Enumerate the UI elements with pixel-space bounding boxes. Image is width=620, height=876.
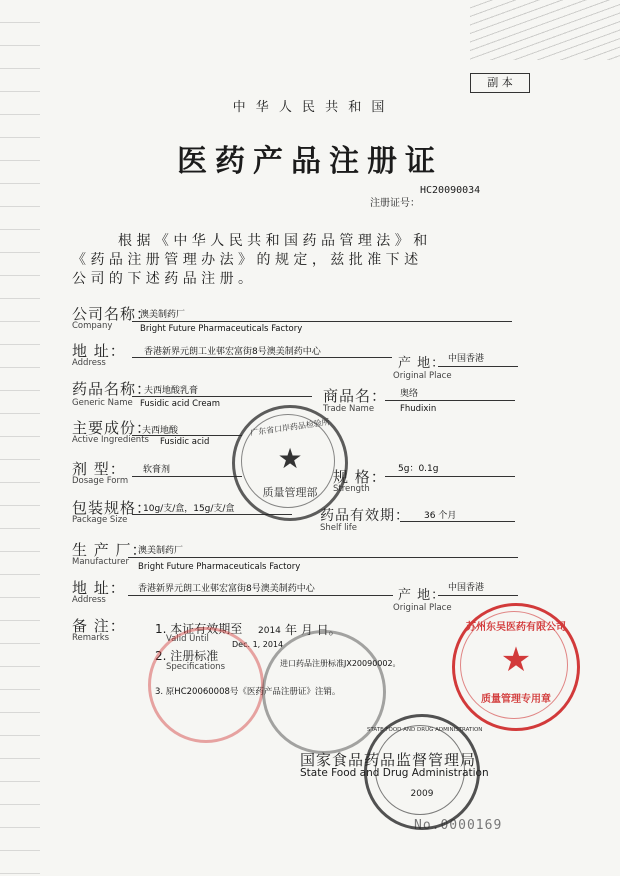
registration-number-label: 注册证号： [370, 198, 420, 209]
remarks-item-3: 3. 原HC20060008号《医药产品注册证》注销。 [155, 687, 341, 697]
intro-line-3: 公 司 的 下 述 药 品 注 册 。 [72, 271, 253, 287]
origin-place2-underline [438, 595, 518, 596]
origin-place2-label: 产 地： [398, 588, 446, 603]
origin-place-label: 产 地： [398, 356, 446, 371]
seal-quality-dept [232, 405, 348, 521]
address-label-en: Address [72, 358, 106, 368]
strength-value: 5g：0.1g [398, 464, 439, 474]
scan-corner-lines [470, 0, 620, 60]
trade-name-value: 奥络 [400, 389, 419, 399]
origin-place2-label-en: Original Place [393, 603, 452, 613]
serial-number: No.0000169 [414, 818, 503, 833]
strength-label: 规 格： [333, 468, 387, 486]
manufacturer-label: 生 产 厂： [72, 541, 148, 559]
remarks-item-2-number: 进口药品注册标准JX20090002。 [280, 659, 401, 668]
origin-place-underline [438, 366, 518, 367]
remarks-item-1-year: 2014 [258, 626, 281, 636]
company-underline [132, 321, 512, 322]
seal-quality-dept-top-text: 广东省口岸药品检验所 [249, 417, 331, 438]
seal-middle-grey [262, 630, 386, 754]
dosage-form-value: 软膏剂 [143, 465, 171, 475]
authority-name: 国家食品药品监督管理局 [300, 751, 477, 769]
active-ingredients-label-en: Active Ingredients [72, 435, 149, 445]
seal-sfda [364, 714, 483, 830]
remarks-item-1: 1. 本证有效期至 [155, 622, 243, 636]
active-ingredients-value-en: Fusidic acid [160, 437, 210, 447]
seal-quality-dept-bottom-text: 质量管理部 [262, 486, 318, 499]
seal-suzhou-dongwu-bottom-text: 质量管理专用章 [481, 694, 551, 705]
scan-edge-marks [0, 0, 40, 876]
manufacturer-underline [128, 557, 518, 558]
company-label: 公司名称： [72, 305, 153, 323]
seal-quality-dept-star-icon: ★ [277, 442, 303, 475]
seal-sfda-inner-ring [375, 725, 465, 815]
address2-label-en: Address [72, 595, 106, 605]
generic-name-value-en: Fusidic acid Cream [140, 399, 221, 409]
document-title: 医药产品注册证 [177, 144, 443, 179]
company-value: 澳美制药厂 [140, 310, 186, 320]
generic-name-value: 夫西地酸乳膏 [144, 386, 199, 396]
address-value: 香港新界元朗工业邨宏富街8号澳美制药中心 [144, 347, 321, 357]
company-label-en: Company [72, 321, 113, 331]
address-underline [132, 357, 392, 358]
origin-place-label-en: Original Place [393, 371, 452, 381]
active-ingredients-value: 夫西地酸 [142, 426, 179, 436]
shelf-life-value: 36 个月 [424, 511, 457, 521]
dosage-form-label: 剂 型： [72, 460, 126, 478]
remarks-item-1-en: Valid Until [166, 634, 209, 644]
intro-line-2: 《 药 品 注 册 管 理 办 法 》 的 规 定 ， 兹 批 准 下 述 [72, 252, 419, 268]
copy-stamp: 副 本 [470, 73, 530, 93]
package-size-value: 10g/支/盒，15g/支/盒 [143, 504, 235, 514]
active-ingredients-underline [132, 435, 242, 436]
dosage-form-label-en: Dosage Form [72, 476, 129, 486]
remarks-label-en: Remarks [72, 633, 110, 643]
address2-underline [128, 595, 393, 596]
remarks-item-2: 2. 注册标准 [155, 649, 219, 663]
trade-name-value-en: Fhudixin [400, 404, 437, 414]
address2-label: 地 址： [72, 579, 126, 597]
seal-sfda-ring-text: STATE FOOD AND DRUG ADMINISTRATION [367, 727, 483, 733]
authority-name-en: State Food and Drug Administration [300, 767, 489, 779]
seal-suzhou-dongwu [452, 603, 580, 731]
intro-line-1: 根 据 《 中 华 人 民 共 和 国 药 品 管 理 法 》 和 [118, 233, 428, 249]
seal-sfda-year: 2009 [410, 789, 434, 799]
dosage-form-underline [132, 476, 242, 477]
trade-name-label: 商品名： [323, 387, 388, 405]
manufacturer-value-en: Bright Future Pharmaceuticals Factory [138, 562, 301, 572]
remarks-label: 备 注： [72, 617, 126, 635]
trade-name-underline [385, 400, 515, 401]
active-ingredients-label: 主要成份： [72, 419, 153, 437]
registration-number: HC20090034 [420, 185, 481, 196]
seal-suzhou-dongwu-star-icon: ★ [500, 640, 532, 680]
generic-name-label-en: Generic Name [72, 398, 133, 408]
manufacturer-label-en: Manufacturer [72, 557, 129, 567]
strength-underline [385, 476, 515, 477]
address-label: 地 址： [72, 342, 126, 360]
seal-suzhou-dongwu-ring-text: 苏州东吴医药有限公司 [466, 622, 566, 633]
trade-name-label-en: Trade Name [323, 404, 375, 414]
origin-place-value: 中国香港 [448, 354, 485, 364]
generic-name-label: 药品名称： [72, 380, 153, 398]
origin-place2-value: 中国香港 [448, 583, 485, 593]
shelf-life-underline [400, 521, 515, 522]
manufacturer-value: 澳美制药厂 [138, 546, 184, 556]
package-size-label-en: Package Size [72, 515, 128, 525]
remarks-item-1-date: Dec. 1, 2014 [232, 640, 284, 649]
shelf-life-label-en: Shelf life [320, 523, 358, 533]
shelf-life-label: 药品有效期： [320, 508, 410, 524]
remarks-item-1-ymd: 年 月 日。 [285, 623, 341, 637]
remarks-item-2-en: Specifications [166, 662, 226, 672]
address2-value: 香港新界元朗工业邨宏富街8号澳美制药中心 [138, 584, 315, 594]
strength-label-en: Strength [333, 484, 370, 494]
generic-name-underline [132, 396, 312, 397]
country-title: 中 华 人 民 共 和 国 [232, 100, 388, 115]
package-size-label: 包装规格： [72, 499, 153, 517]
seal-left-faint [148, 627, 264, 743]
company-value-en: Bright Future Pharmaceuticals Factory [140, 324, 303, 334]
